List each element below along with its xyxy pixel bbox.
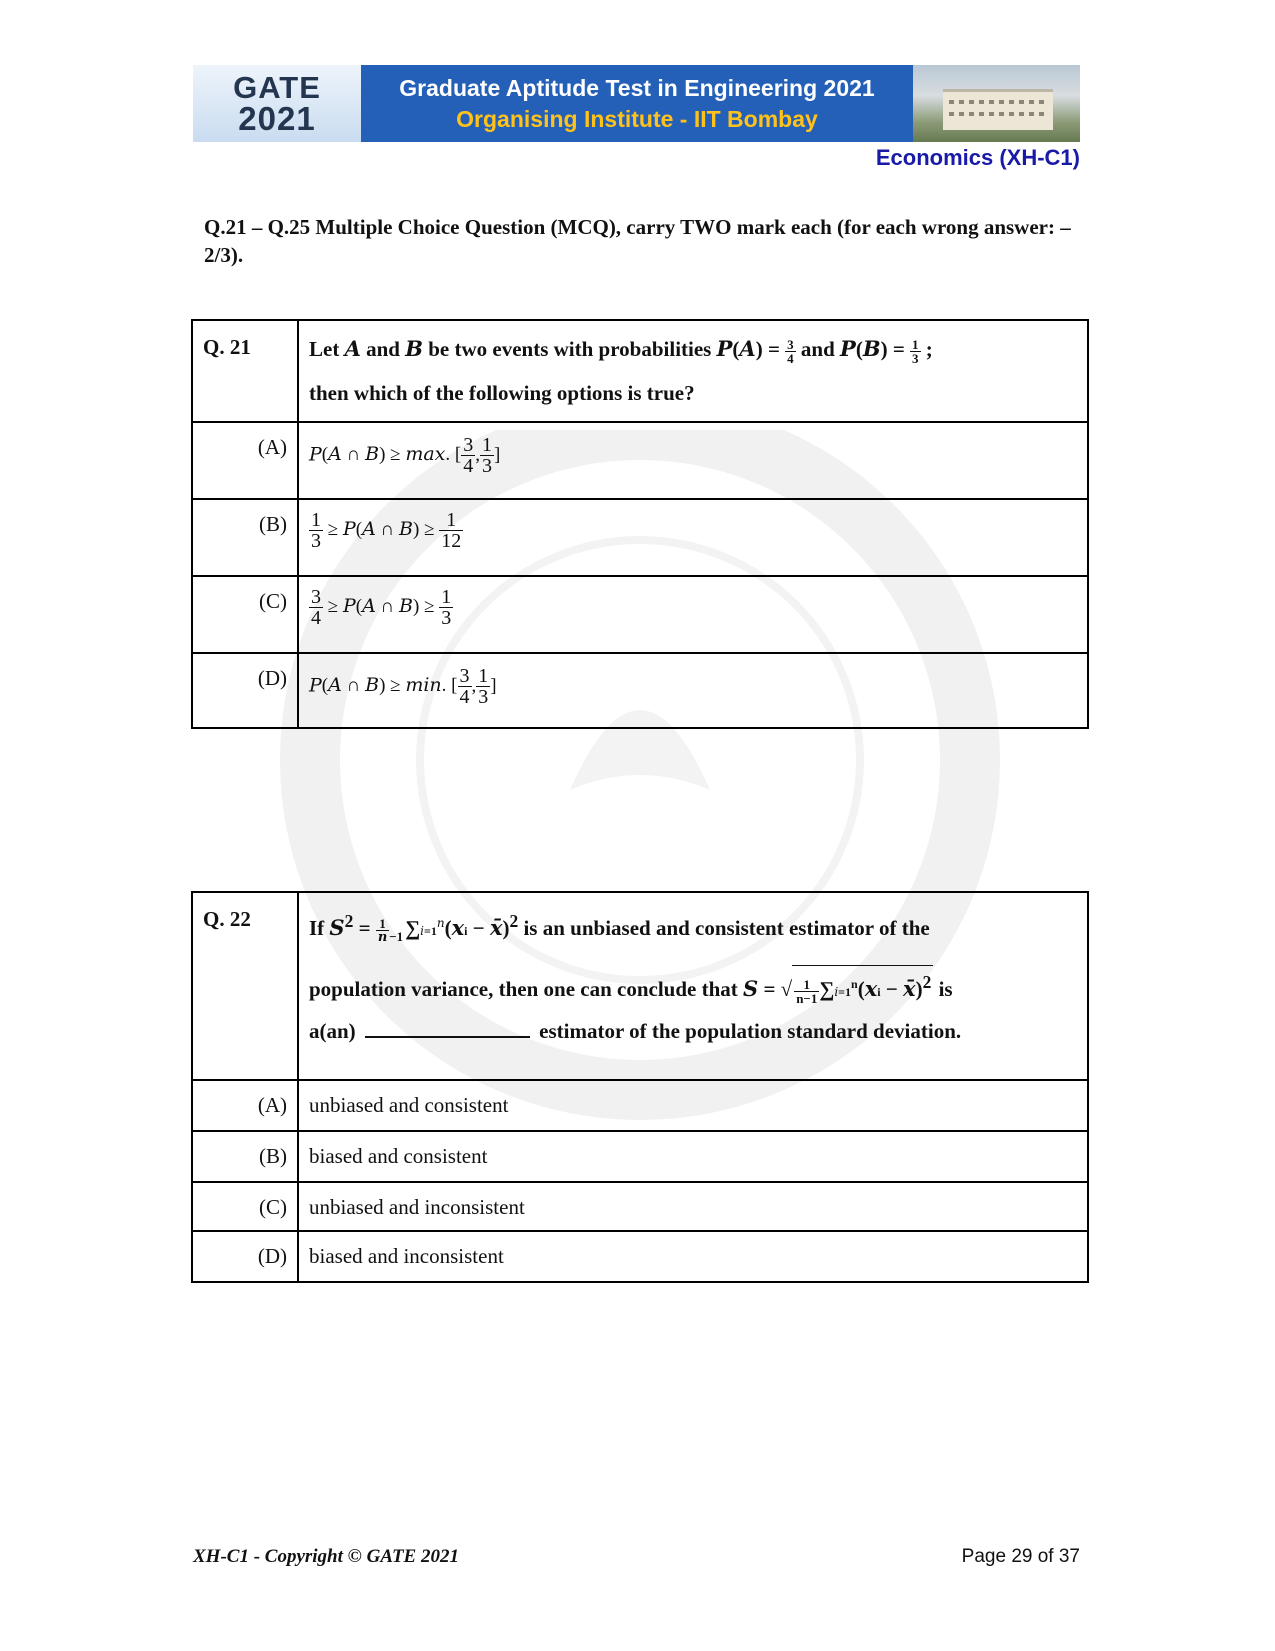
answer-blank [365, 1016, 530, 1038]
banner-text [361, 65, 913, 142]
option-text: biased and inconsistent [298, 1231, 1088, 1282]
question-21-stem-row [192, 320, 1088, 422]
logo-text-year: 2021 [238, 99, 316, 137]
question-22-stem: If $S^2$ = $\frac{1}{n}$ −1 $\sum i=1^n(xi$ − x̄)$^2$ is an unbiased and consistent estimator of the population variance, then one can conclude that S = √ $\frac{1}{n-1}$ $\sum i=1^n(xi$ − x̄)$^2$ is a(an) estimator of the population standard deviation. [298, 892, 1088, 1080]
option-text: $\frac{1}{3}$ ≥ P(A ∩ B) ≥ $\frac{1}{12}$ [298, 499, 1088, 576]
option-label: (C) [192, 1182, 298, 1231]
question-21-table [191, 319, 1089, 729]
option-row[interactable] [192, 653, 1088, 728]
section-heading: Q.21 – Q.25 Multiple Choice Question (MCQ), carry TWO mark each (for each wrong answer: – 2/3). [204, 215, 1071, 267]
header-banner [193, 65, 1080, 142]
option-row[interactable] [192, 1231, 1088, 1282]
question-21-stem: Let A and B be two events with probabilities P(A) = $\frac{3}{4}$ and P(B) = $\frac{1}{3}$ ; then which of the following options is true? [298, 320, 1088, 422]
logo-text-gate: GATE [233, 70, 321, 106]
option-row[interactable] [192, 1080, 1088, 1131]
question-22-stem-row [192, 892, 1088, 1080]
option-text: P(A ∩ B) ≥ max. [ $\frac{3}{4}$ , $\frac{1}{3}$ ] [298, 422, 1088, 499]
option-label: (A) [192, 1080, 298, 1131]
option-label: (D) [192, 1231, 298, 1282]
footer-copyright: XH-C1 - Copyright © GATE 2021 [193, 1546, 459, 1567]
footer-page-number: Page 29 of 37 [961, 1546, 1080, 1567]
banner-subtitle: Organising Institute - IIT Bombay [456, 105, 818, 132]
option-row[interactable] [192, 499, 1088, 576]
option-text: P(A ∩ B) ≥ min. [ $\frac{3}{4}$ , $\frac{1}{3}$ ] [298, 653, 1088, 728]
question-number: Q. 21 [192, 320, 298, 422]
option-text: unbiased and consistent [298, 1080, 1088, 1131]
option-row[interactable] [192, 1182, 1088, 1231]
question-22-table [191, 891, 1089, 1283]
gate-logo [193, 65, 361, 142]
option-row[interactable] [192, 422, 1088, 499]
option-label: (B) [192, 1131, 298, 1182]
option-label: (D) [192, 653, 298, 728]
option-text: $\frac{3}{4}$ ≥ P(A ∩ B) ≥ $\frac{1}{3}$ [298, 576, 1088, 653]
option-text: unbiased and inconsistent [298, 1182, 1088, 1231]
option-label: (B) [192, 499, 298, 576]
option-row[interactable] [192, 1131, 1088, 1182]
campus-photo [913, 65, 1080, 142]
subject-label: Economics (XH-C1) [875, 145, 1080, 170]
option-text: biased and consistent [298, 1131, 1088, 1182]
question-number: Q. 22 [192, 892, 298, 1080]
option-label: (C) [192, 576, 298, 653]
banner-title: Graduate Aptitude Test in Engineering 2021 [399, 74, 875, 101]
option-row[interactable] [192, 576, 1088, 653]
option-label: (A) [192, 422, 298, 499]
